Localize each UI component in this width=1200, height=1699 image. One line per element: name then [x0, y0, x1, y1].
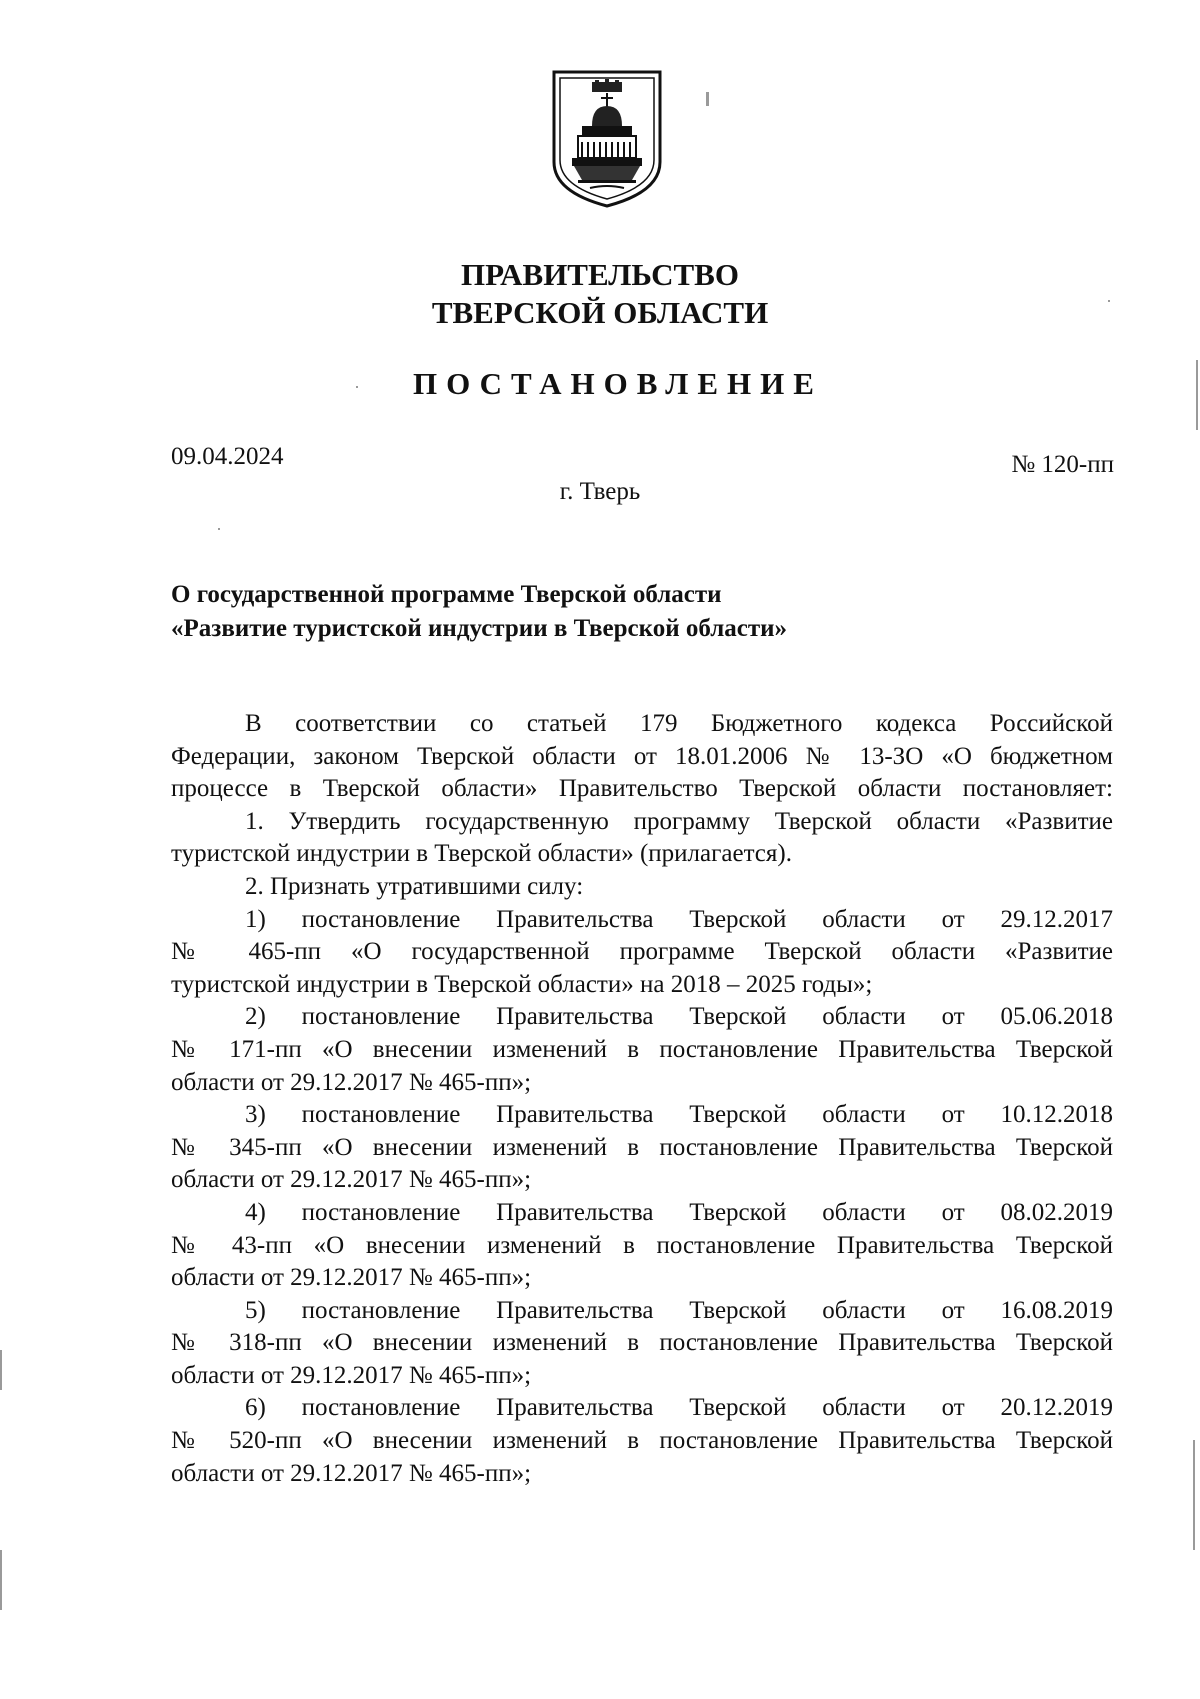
repealed-item-3-line-2: № 345-пп «О внесении изменений в постановление Правительства Тверской [171, 1133, 1113, 1161]
clause-2: 2. Признать утратившими силу: [245, 872, 584, 900]
scan-speck [706, 92, 709, 106]
scan-speck [218, 528, 220, 530]
scan-speck [1108, 300, 1110, 302]
scan-speck [0, 1350, 2, 1390]
repealed-item-6-line-1: 6) постановление Правительства Тверской области от 20.12.2019 [245, 1394, 1113, 1422]
intro-line-3: процессе в Тверской области» Правительство Тверской области постановляет: [171, 775, 1113, 803]
subject-line-2: «Развитие туристской индустрии в Тверской области» [171, 615, 788, 642]
repealed-item-6-line-3: области от 29.12.2017 № 465-пп»; [171, 1459, 532, 1487]
repealed-item-3-line-3: области от 29.12.2017 № 465-пп»; [171, 1166, 532, 1194]
repealed-item-2-line-2: № 171-пп «О внесении изменений в постановление Правительства Тверской [171, 1035, 1113, 1063]
clause-1-line-2: туристской индустрии в Тверской области» (прилагается). [171, 840, 792, 868]
org-name-line-2: ТВЕРСКОЙ ОБЛАСТИ [431, 295, 769, 330]
document-date: 09.04.2024 [171, 443, 284, 470]
repealed-item-1-line-3: туристской индустрии в Тверской области» на 2018 – 2025 годы»; [171, 970, 873, 998]
repealed-item-4-line-3: области от 29.12.2017 № 465-пп»; [171, 1264, 532, 1292]
tver-coat-of-arms-icon [548, 66, 666, 210]
repealed-item-5-line-3: области от 29.12.2017 № 465-пп»; [171, 1361, 532, 1389]
scan-speck [356, 386, 358, 388]
document-body [171, 708, 1113, 1490]
repealed-item-3-line-1: 3) постановление Правительства Тверской области от 10.12.2018 [245, 1101, 1113, 1129]
repealed-item-2-line-1: 2) постановление Правительства Тверской области от 05.06.2018 [245, 1003, 1113, 1031]
repealed-item-5-line-1: 5) постановление Правительства Тверской области от 16.08.2019 [245, 1296, 1113, 1324]
repealed-item-2-line-3: области от 29.12.2017 № 465-пп»; [171, 1068, 532, 1096]
scan-speck [1196, 360, 1198, 430]
document-type: ПОСТАНОВЛЕНИЕ [413, 366, 823, 401]
intro-line-1: В соответствии со статьей 179 Бюджетного кодекса Российской [245, 710, 1113, 737]
repealed-item-4-line-1: 4) постановление Правительства Тверской области от 08.02.2019 [245, 1198, 1113, 1226]
repealed-item-6-line-2: № 520-пп «О внесении изменений в постановление Правительства Тверской [171, 1427, 1113, 1455]
repealed-item-1-line-2: № 465-пп «О государственной программе Тверской области «Развитие [171, 938, 1113, 966]
document-subject [171, 578, 787, 646]
repealed-item-4-line-2: № 43-пп «О внесении изменений в постановление Правительства Тверской [171, 1231, 1113, 1259]
clause-1-line-1: 1. Утвердить государственную программу Тверской области «Развитие [245, 807, 1113, 835]
repealed-item-5-line-2: № 318-пп «О внесении изменений в постановление Правительства Тверской [171, 1329, 1113, 1357]
intro-line-2: Федерации, законом Тверской области от 18.01.2006 № 13-ЗО «О бюджетном [171, 742, 1113, 770]
subject-line-1: О государственной программе Тверской области [171, 581, 722, 608]
document-city: г. Тверь [559, 478, 641, 505]
repealed-item-1-line-1: 1) постановление Правительства Тверской области от 29.12.2017 [245, 905, 1113, 933]
org-name-line-1: ПРАВИТЕЛЬСТВО [461, 257, 739, 292]
scan-speck [1193, 1440, 1195, 1550]
scan-speck [0, 1550, 2, 1610]
document-number: № 120-пп [1011, 451, 1114, 478]
